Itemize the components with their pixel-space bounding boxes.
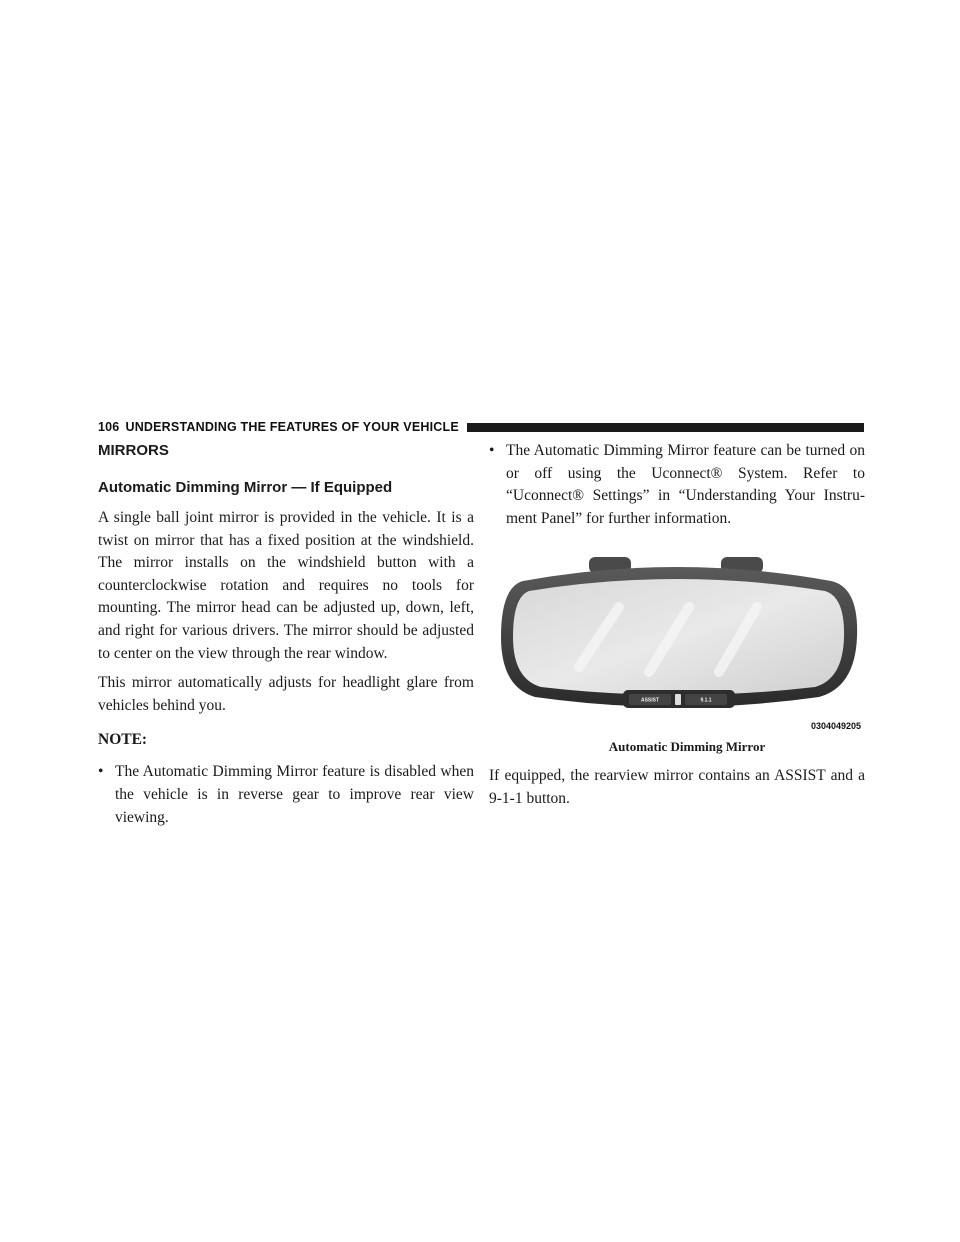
- bullet-reverse-gear: [98, 761, 474, 829]
- mirror-figure: [489, 547, 865, 737]
- bullet-text: The Automatic Dimming Mirror feature is disabled when the vehicle is in reverse gear to improve rear view viewing.: [115, 763, 474, 826]
- page-header: [98, 418, 864, 436]
- section-title: MIRRORS: [98, 442, 169, 459]
- subsection-title: Automatic Dimming Mirror — If Equipped: [98, 479, 393, 496]
- assist-button-label: ASSIST: [640, 697, 660, 704]
- header-rule: [467, 423, 864, 432]
- paragraph-assist: If equipped, the rearview mirror contains an ASSIST and a 9-1-1 button.: [489, 767, 865, 807]
- paragraph-glare: This mirror automatically adjusts for headlight glare from vehicles behind you.: [98, 674, 474, 714]
- bullet-dot: •: [489, 442, 495, 459]
- page-number: 106: [98, 420, 120, 434]
- rearview-mirror-illustration: [489, 547, 865, 737]
- running-head: UNDERSTANDING THE FEATURES OF YOUR VEHICLE: [125, 420, 459, 434]
- bullet-text: The Automatic Dimming Mirror feature can be turned on or off using the Uconnect® System. Refer to “Uconnect® Settings” in “Understanding Your Instrument Panel” for further information.: [506, 442, 865, 527]
- left-column: [98, 440, 474, 829]
- sos-button-label: 9.1.1: [700, 697, 712, 704]
- bullet-uconnect: [489, 440, 865, 530]
- mirror-glass: [513, 579, 844, 695]
- bullet-dot: •: [98, 763, 104, 781]
- figure-code: 0304049205: [810, 721, 861, 732]
- figure-caption: Automatic Dimming Mirror: [608, 739, 766, 755]
- status-light: [675, 694, 681, 705]
- right-column: [489, 440, 865, 811]
- paragraph-mounting: A single ball joint mirror is provided in the vehicle. It is a twist on mirror that has a fixed position at the windshield. The mirror installs on the windshield button with a counterclockwise rotation and requires no tools for mounting. The mirror head can be adjusted up, down, left, and right for various drivers. The mirror should be adjusted to center on the view through the rear window.: [98, 509, 474, 662]
- note-label: NOTE:: [98, 731, 148, 749]
